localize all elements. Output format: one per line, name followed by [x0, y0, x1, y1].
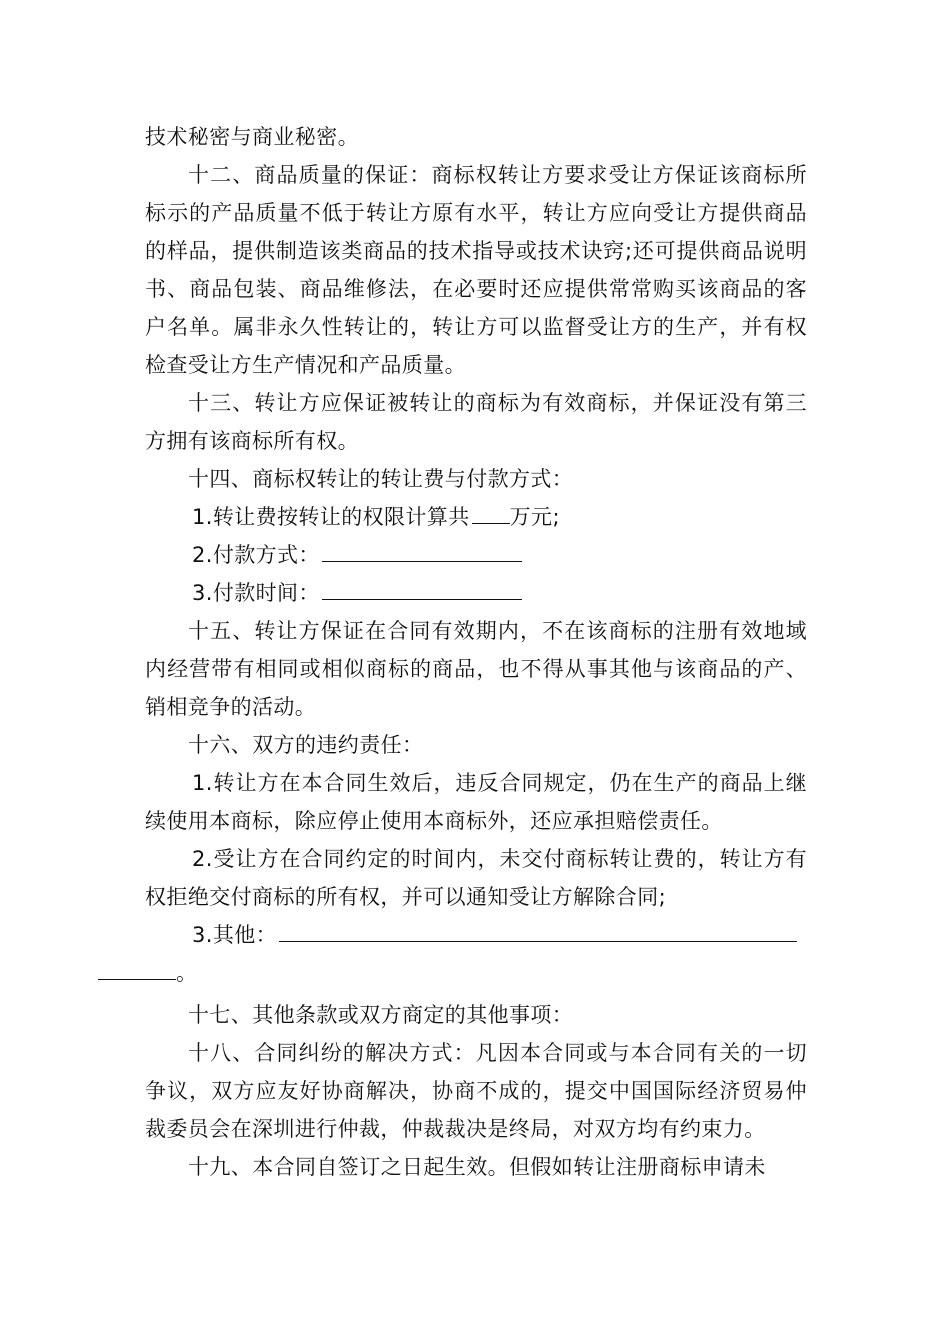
- paragraph-liability-1: [145, 764, 807, 840]
- text-line: 十九、本合同自签订之日起生效。但假如转让注册商标申请未: [188, 1155, 766, 1179]
- paragraph-clause-14: [145, 460, 807, 498]
- paragraph-clause-19: [145, 1148, 807, 1186]
- text-line: 3.付款时间：: [192, 581, 320, 605]
- paragraph-payment-method: [145, 536, 807, 574]
- text-line: 十三、转让方应保证被转让的商标为有效商标，并保证没有第三方拥有该商标所有权。: [145, 391, 807, 453]
- text-line: 1.转让费按转让的权限计算共: [192, 505, 470, 529]
- text-line: 十七、其他条款或双方商定的其他事项：: [188, 1003, 574, 1027]
- paragraph-payment-time: [145, 574, 807, 612]
- paragraph-clause-18: [145, 1034, 807, 1148]
- text-line: 十六、双方的违约责任：: [188, 733, 424, 757]
- paragraph-clause-16: [145, 726, 807, 764]
- text-line: 万元;: [509, 505, 560, 529]
- fill-in-blank-other-continued: [98, 957, 176, 980]
- fill-in-blank-payment-method: [322, 539, 522, 562]
- paragraph-clause-13: [145, 384, 807, 460]
- text-line: 技术秘密与商业秘密。: [145, 125, 359, 149]
- text-line: 3.其他：: [192, 923, 278, 947]
- fill-in-blank-amount: [472, 501, 510, 524]
- text-line: 2.付款方式：: [192, 543, 320, 567]
- paragraph-liability-3: [145, 916, 807, 992]
- paragraph-clause-12: [145, 156, 807, 384]
- text-line: 十四、商标权转让的转让费与付款方式：: [188, 467, 574, 491]
- text-line: 1.转让方在本合同生效后，违反合同规定，仍在生产的商品上继续使用本商标，除应停止使用本商标外，还应承担赔偿责任。: [145, 771, 807, 833]
- document-body: [145, 118, 807, 1186]
- text-line: 十二、商品质量的保证：商标权转让方要求受让方保证该商标所标示的产品质量不低于转让方原有水平，转让方应向受让方提供商品的样品，提供制造该类商品的技术指导或技术诀窍;还可提供商品说明书、商品包装、商品维修法，在必要时还应提供常常购买该商品的客户名单。属非永久性转让的，转让方可以监督受让方的生产，并有权检查受让方生产情况和产品质量。: [145, 163, 807, 377]
- text-line: 十五、转让方保证在合同有效期内，不在该商标的注册有效地域内经营带有相同或相似商标的商品，也不得从事其他与该商品的产、销相竞争的活动。: [145, 619, 807, 719]
- text-line: 2.受让方在合同约定的时间内，未交付商标转让费的，转让方有权拒绝交付商标的所有权，并可以通知受让方解除合同;: [145, 847, 807, 909]
- text-line: 。: [176, 961, 198, 985]
- paragraph-trade-secret-end: [145, 118, 807, 156]
- fill-in-blank-other: [279, 919, 797, 942]
- paragraph-fee-amount: [145, 498, 807, 536]
- paragraph-clause-15: [145, 612, 807, 726]
- fill-in-blank-payment-time: [322, 577, 522, 600]
- paragraph-clause-17: [145, 996, 807, 1034]
- text-line: 十八、合同纠纷的解决方式：凡因本合同或与本合同有关的一切争议，双方应友好协商解决，协商不成的，提交中国国际经济贸易仲裁委员会在深圳进行仲裁，仲裁裁决是终局，对双方均有约束力。: [145, 1041, 807, 1141]
- paragraph-liability-2: [145, 840, 807, 916]
